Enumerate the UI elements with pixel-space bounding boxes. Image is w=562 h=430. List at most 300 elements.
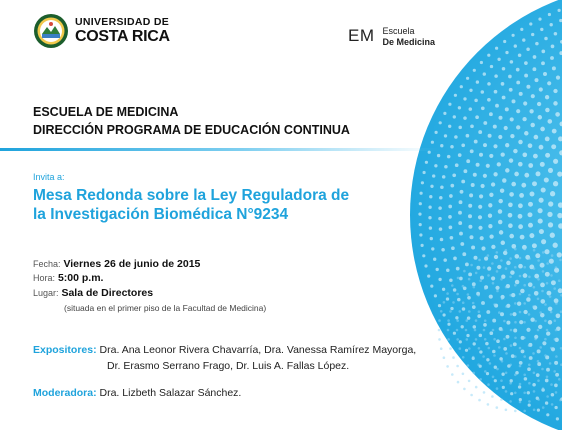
decorative-dot — [524, 377, 528, 381]
decorative-dot — [452, 301, 455, 304]
decorative-dot — [462, 307, 466, 311]
decorative-dot — [481, 90, 485, 94]
decorative-dot — [443, 112, 446, 115]
decorative-dot — [488, 203, 492, 207]
decorative-dot — [501, 152, 505, 156]
university-name-line1: UNIVERSIDAD DE — [75, 15, 170, 28]
decorative-dot — [455, 163, 459, 167]
decorative-dot — [553, 287, 556, 290]
decorative-dot — [537, 329, 540, 332]
decorative-dot — [493, 354, 496, 357]
decorative-dot — [475, 386, 478, 389]
decorative-dot — [528, 344, 531, 347]
em-line2: De Medicina — [382, 37, 436, 47]
decorative-dot — [493, 338, 496, 341]
decorative-dot — [498, 346, 501, 349]
decorative-dot — [547, 81, 551, 85]
decorative-dot — [440, 238, 444, 242]
decorative-dot — [488, 311, 491, 314]
decorative-dot — [539, 229, 544, 234]
fecha-label: Fecha: — [33, 259, 61, 269]
decorative-dot — [461, 180, 465, 184]
decorative-dot — [518, 214, 523, 219]
decorative-dot — [521, 349, 525, 353]
decorative-dot — [453, 257, 457, 261]
decorative-dot — [468, 225, 472, 229]
decorative-dot — [539, 346, 542, 349]
decorative-dot — [529, 22, 532, 25]
decorative-dot — [474, 140, 478, 144]
decorative-dot — [473, 286, 476, 289]
decorative-dot — [526, 48, 530, 52]
decorative-dot — [463, 169, 467, 173]
decorative-dot — [523, 284, 526, 287]
decorative-dot — [422, 254, 425, 257]
decorative-dot — [421, 181, 424, 184]
decorative-dot — [549, 295, 552, 298]
decorative-dot — [425, 161, 428, 164]
decorative-dot — [535, 42, 539, 46]
decorative-dot — [491, 245, 495, 249]
lugar-label: Lugar: — [33, 288, 59, 298]
decorative-dot — [449, 310, 452, 313]
decorative-dot — [524, 61, 528, 65]
decorative-dot — [530, 318, 534, 322]
decorative-dot — [550, 233, 555, 238]
university-name-line2: COSTA RICA — [75, 28, 170, 46]
decorative-dot — [481, 106, 485, 110]
decorative-dot — [556, 76, 560, 80]
decorative-dot — [518, 54, 522, 58]
decorative-dot — [528, 202, 533, 207]
decorative-dot — [529, 356, 533, 360]
decorative-dot — [544, 177, 549, 182]
decorative-dot — [482, 302, 485, 305]
decorative-dot — [496, 290, 499, 293]
decorative-dot — [483, 266, 486, 269]
decorative-dot — [472, 305, 476, 309]
decorative-dot — [537, 409, 540, 412]
decorative-dot — [443, 301, 446, 304]
decorative-dot — [518, 385, 521, 388]
decorative-dot — [523, 273, 528, 278]
hora-value: 5:00 p.m. — [57, 272, 104, 284]
decorative-dot — [501, 360, 504, 363]
decorative-dot — [456, 267, 460, 271]
decorative-dot — [473, 173, 477, 177]
decorative-dot — [553, 181, 558, 186]
decorative-dot — [499, 230, 503, 234]
decorative-dot — [516, 109, 520, 113]
decorative-dot — [487, 82, 491, 86]
decorative-dot — [528, 313, 531, 316]
decorative-dot — [555, 329, 558, 332]
decorative-dot — [474, 329, 477, 332]
decorative-dot — [500, 278, 503, 281]
decorative-dot — [493, 172, 497, 176]
decorative-dot — [480, 276, 484, 280]
decorative-dot — [505, 409, 508, 412]
decorative-dot — [450, 184, 454, 188]
decorative-dot — [548, 168, 553, 173]
decorative-dot — [505, 305, 508, 308]
decorative-dot — [546, 282, 549, 285]
decorative-dot — [554, 32, 558, 36]
decorative-dot — [465, 349, 468, 352]
decorative-dot — [546, 376, 549, 379]
decorative-dot — [483, 72, 486, 75]
decorative-dot — [537, 259, 540, 262]
decorative-dot — [523, 392, 526, 395]
decorative-dot — [446, 292, 449, 295]
decorative-dot — [510, 313, 513, 316]
decorative-dot — [538, 208, 543, 213]
decorative-dot — [550, 191, 555, 196]
decorative-dot — [477, 314, 481, 318]
decorative-dot — [530, 192, 535, 197]
decorative-dot — [478, 399, 481, 402]
decorative-dot — [555, 373, 559, 377]
decorative-dot — [468, 204, 472, 208]
decorative-dot — [436, 268, 439, 271]
decorative-dot — [541, 368, 544, 371]
expositores-line1: Dra. Ana Leonor Rivera Chavarría, Dra. Vanessa Ramírez Mayorga, — [99, 344, 417, 356]
decorative-dot — [510, 329, 513, 332]
decorative-dot — [528, 212, 533, 217]
decorative-dot — [533, 372, 536, 375]
decorative-dot — [467, 296, 471, 300]
decorative-dot — [466, 319, 469, 322]
decorative-dot — [539, 145, 544, 150]
decorative-dot — [514, 302, 517, 305]
decorative-dot — [542, 341, 546, 345]
decorative-dot — [532, 243, 537, 248]
decorative-dot — [539, 311, 542, 314]
decorative-dot — [518, 224, 523, 229]
decorative-dot — [449, 347, 452, 350]
decorative-dot — [479, 279, 482, 282]
decorative-dot — [518, 162, 523, 167]
decorative-dot — [443, 313, 446, 316]
decorative-dot — [555, 391, 558, 394]
decorative-dot — [500, 312, 504, 316]
escuela-medicina-logo — [348, 26, 435, 48]
decorative-dot — [505, 286, 508, 289]
decorative-dot — [531, 94, 535, 98]
fecha-value: Viernes 26 de junio de 2015 — [63, 258, 201, 270]
decorative-dot — [532, 352, 535, 355]
decorative-dot — [485, 342, 489, 346]
decorative-dot — [550, 274, 553, 277]
decorative-dot — [486, 372, 489, 375]
decorative-dot — [456, 293, 459, 296]
decorative-dot — [518, 264, 523, 269]
decorative-dot — [447, 155, 451, 159]
decorative-dot — [500, 379, 503, 382]
decorative-dot — [486, 358, 489, 361]
decorative-dot — [496, 339, 500, 343]
decorative-dot — [487, 254, 490, 257]
school-heading-line2: DIRECCIÓN PROGRAMA DE EDUCACIÓN CONTINUA — [33, 123, 350, 137]
decorative-dot — [519, 92, 523, 96]
decorative-dot — [534, 291, 539, 296]
decorative-dot — [505, 249, 508, 252]
decorative-dot — [437, 154, 440, 157]
decorative-dot — [551, 144, 556, 149]
decorative-dot — [545, 95, 549, 99]
decorative-dot — [511, 182, 516, 187]
decorative-dot — [478, 205, 482, 209]
decorative-dot — [532, 181, 537, 186]
decorative-dot — [435, 131, 438, 134]
decorative-dot — [509, 192, 514, 197]
decorative-dot — [449, 194, 453, 198]
decorative-dot — [506, 321, 510, 325]
decorative-dot — [551, 45, 555, 49]
decorative-dot — [496, 251, 499, 254]
decorative-dot — [502, 386, 505, 389]
decorative-dot — [528, 329, 531, 332]
decorative-dot — [466, 334, 469, 337]
decorative-dot — [457, 298, 461, 302]
decorative-dot — [481, 246, 485, 250]
decorative-dot — [503, 320, 506, 323]
decorative-dot — [462, 252, 466, 256]
decorative-dot — [553, 159, 558, 164]
decorative-dot — [509, 158, 513, 162]
decorative-dot — [497, 162, 501, 166]
moderadora-value: Dra. Lizbeth Salazar Sánchez. — [99, 387, 242, 399]
decorative-dot — [459, 310, 462, 313]
decorative-dot — [544, 37, 548, 41]
decorative-dot — [512, 312, 516, 316]
decorative-dot — [554, 319, 557, 322]
decorative-dot — [438, 278, 441, 281]
decorative-dot — [491, 395, 494, 398]
decorative-dot — [533, 409, 536, 412]
decorative-dot — [482, 355, 485, 358]
decorative-dot — [468, 380, 471, 383]
decorative-dot — [480, 236, 484, 240]
decorative-dot — [514, 374, 517, 377]
decorative-dot — [427, 275, 430, 278]
decorative-dot — [515, 280, 519, 284]
decorative-dot — [496, 387, 499, 390]
decorative-dot — [438, 304, 441, 307]
decorative-dot — [528, 400, 531, 403]
decorative-dot — [459, 340, 462, 343]
decorative-dot — [529, 233, 534, 238]
decorative-dot — [512, 99, 516, 103]
decorative-dot — [476, 80, 479, 83]
decorative-dot — [545, 108, 549, 112]
decorative-dot — [439, 227, 443, 231]
decorative-dot — [517, 302, 521, 306]
decorative-dot — [458, 106, 461, 109]
decorative-dot — [509, 364, 512, 367]
decorative-dot — [492, 329, 495, 332]
decorative-dot — [439, 196, 443, 200]
decorative-dot — [528, 276, 531, 279]
decorative-dot — [523, 101, 527, 105]
decorative-dot — [458, 153, 462, 157]
decorative-dot — [528, 364, 531, 367]
decorative-dot — [479, 378, 482, 381]
decorative-dot — [489, 331, 493, 335]
decorative-dot — [483, 121, 487, 125]
decorative-dot — [465, 329, 468, 332]
decorative-dot — [471, 183, 475, 187]
decorative-dot — [530, 123, 534, 127]
decorative-dot — [534, 320, 537, 323]
decorative-dot — [421, 244, 424, 247]
decorative-dot — [550, 311, 553, 314]
decorative-dot — [487, 267, 491, 271]
decorative-dot — [542, 387, 545, 390]
decorative-dot — [500, 398, 503, 401]
decorative-dot — [533, 267, 536, 270]
decorative-dot — [526, 297, 530, 301]
decorative-dot — [419, 223, 422, 226]
decorative-dot — [467, 316, 471, 320]
decorative-dot — [497, 58, 500, 61]
fecha-row — [33, 258, 200, 270]
decorative-dot — [542, 270, 545, 273]
decorative-dot — [519, 293, 522, 296]
decorative-dot — [484, 319, 487, 322]
decorative-dot — [459, 277, 463, 281]
decorative-dot — [440, 347, 443, 350]
decorative-dot — [555, 112, 560, 117]
decorative-dot — [498, 311, 501, 314]
decorative-dot — [453, 115, 456, 118]
decorative-dot — [458, 221, 462, 225]
decorative-dot — [448, 215, 452, 219]
decorative-dot — [519, 257, 522, 260]
decorative-dot — [463, 97, 466, 100]
decorative-dot — [496, 270, 499, 273]
decorative-dot — [514, 321, 517, 324]
decorative-dot — [447, 329, 450, 332]
decorative-dot — [468, 278, 471, 281]
decorative-dot — [506, 261, 510, 265]
decorative-dot — [505, 352, 508, 355]
decorative-dot — [514, 392, 517, 395]
decorative-dot — [519, 398, 522, 401]
decorative-dot — [540, 299, 545, 304]
decorative-dot — [500, 188, 504, 192]
decorative-dot — [495, 286, 499, 290]
divider-line — [0, 148, 440, 151]
decorative-dot — [505, 107, 509, 111]
decorative-dot — [460, 242, 464, 246]
decorative-dot — [514, 254, 519, 259]
decorative-dot — [498, 199, 502, 203]
decorative-dot — [514, 355, 517, 358]
decorative-dot — [440, 144, 443, 147]
decorative-dot — [553, 101, 557, 105]
decorative-dot — [488, 224, 492, 228]
decorative-dot — [508, 75, 512, 79]
decorative-dot — [434, 294, 437, 297]
decorative-dot — [509, 276, 512, 279]
decorative-dot — [550, 23, 553, 26]
decorative-dot — [510, 379, 513, 382]
decorative-dot — [452, 173, 456, 177]
decorative-dot — [499, 116, 503, 120]
decorative-dot — [453, 332, 456, 335]
decorative-dot — [549, 362, 552, 365]
decorative-dot — [501, 82, 505, 86]
decorative-dot — [432, 174, 435, 177]
decorative-dot — [551, 280, 556, 285]
decorative-dot — [527, 367, 531, 371]
em-line1: Escuela — [382, 26, 415, 36]
decorative-dot — [514, 410, 517, 413]
decorative-dot — [518, 203, 523, 208]
decorative-dot — [470, 264, 473, 267]
decorative-dot — [483, 329, 486, 332]
decorative-dot — [529, 109, 533, 113]
decorative-dot — [510, 60, 514, 64]
decorative-dot — [533, 249, 536, 252]
decorative-dot — [500, 259, 503, 262]
decorative-dot — [419, 233, 422, 236]
decorative-dot — [540, 263, 545, 268]
decorative-dot — [528, 143, 533, 148]
decorative-dot — [468, 272, 472, 276]
decorative-dot — [516, 125, 520, 129]
decorative-dot — [541, 239, 546, 244]
decorative-dot — [555, 266, 558, 269]
decorative-dot — [531, 33, 534, 36]
decorative-dot — [459, 232, 463, 236]
decorative-dot — [505, 168, 509, 172]
decorative-dot — [467, 364, 470, 367]
decorative-dot — [548, 222, 553, 227]
decorative-dot — [554, 361, 558, 365]
decorative-dot — [478, 215, 482, 219]
decorative-dot — [539, 87, 543, 91]
decorative-dot — [487, 403, 490, 406]
decorative-dot — [463, 270, 466, 273]
decorative-dot — [532, 383, 536, 387]
decorative-dot — [470, 149, 474, 153]
decorative-dot — [493, 320, 496, 323]
decorative-dot — [455, 316, 458, 319]
decorative-dot — [493, 303, 496, 306]
decorative-dot — [546, 395, 549, 398]
decorative-dot — [524, 74, 528, 78]
decorative-dot — [540, 28, 543, 31]
decorative-dot — [528, 294, 531, 297]
decorative-dot — [502, 67, 506, 71]
decorative-dot — [537, 298, 540, 301]
decorative-dot — [532, 305, 535, 308]
decorative-dot — [501, 373, 504, 376]
decorative-dot — [506, 335, 510, 339]
decorative-dot — [519, 383, 522, 386]
decorative-dot — [473, 325, 477, 329]
decorative-dot — [545, 401, 548, 404]
decorative-dot — [548, 320, 552, 324]
decorative-dot — [447, 338, 450, 341]
decorative-dot — [514, 337, 517, 340]
decorative-dot — [521, 183, 526, 188]
decorative-dot — [503, 347, 507, 351]
decorative-dot — [546, 329, 549, 332]
decorative-dot — [508, 202, 513, 207]
